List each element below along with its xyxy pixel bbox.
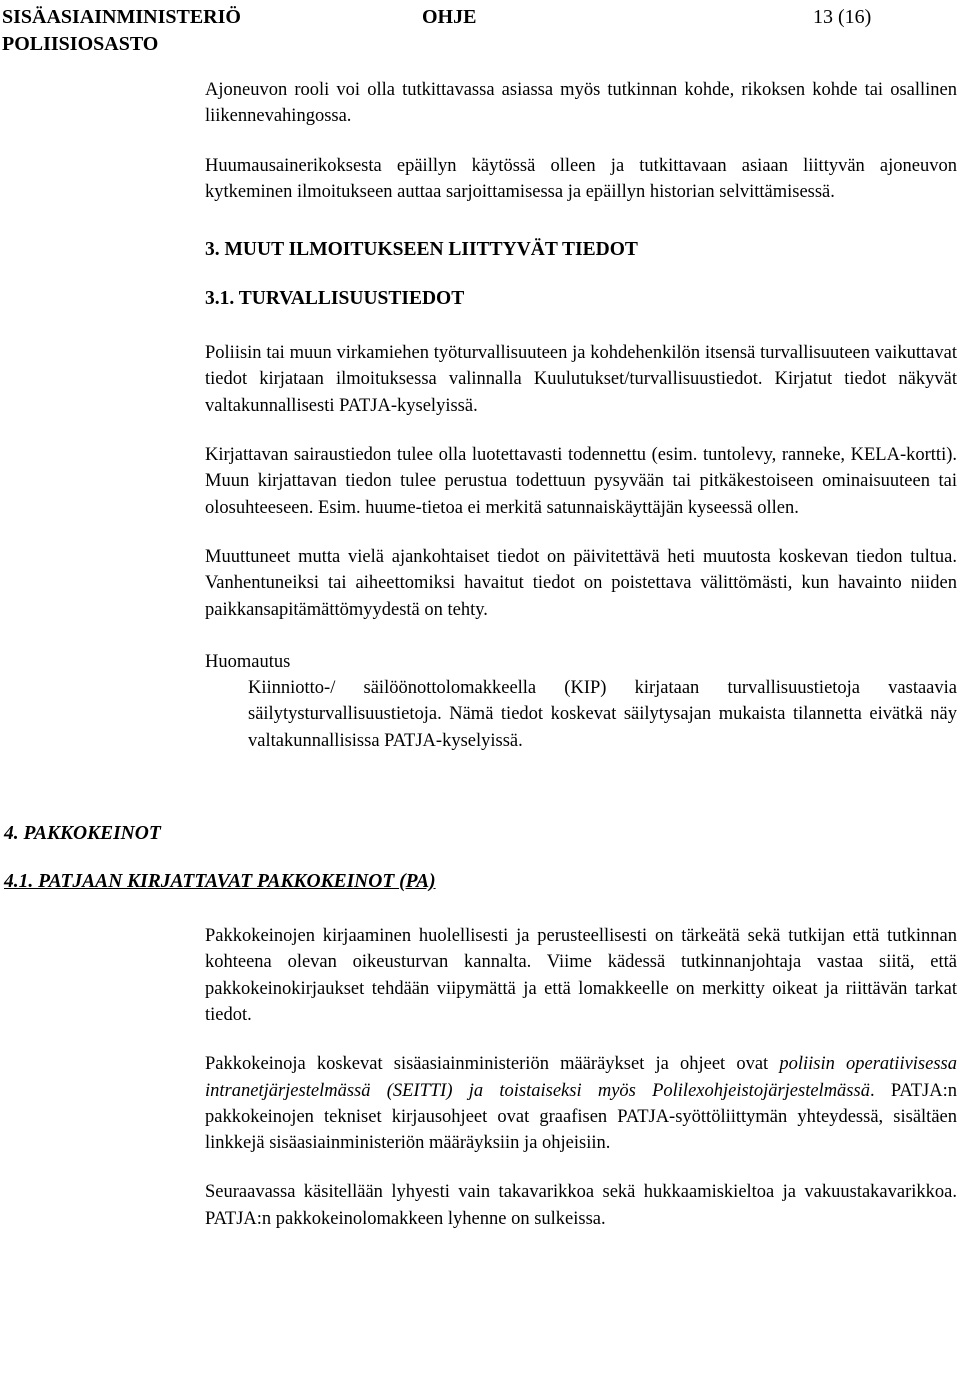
ministry-name: SISÄASIAINMINISTERIÖ: [2, 6, 241, 28]
coercive-paragraph-2-end: . PATJA:n pakkokeinojen tekniset kirjausohjeet ovat graafisen PATJA-syöttöliittymän yhteydessä, sisältäen linkkejä sisäasiainministeriön määräyksiin ja ohjeisiin.: [205, 1080, 957, 1154]
department-name: POLIISIOSASTO: [2, 33, 159, 55]
security-paragraph-3: Muuttuneet mutta vielä ajankohtaiset tiedot on päivitettävä heti muutosta koskevan tiedon tultua. Vanhentuneiksi tai aiheettomiksi havaitut tiedot on poistettava välittömästi, kun havainto niiden paikkansapitämättömyydestä on tehty.: [205, 546, 957, 620]
section-3-heading: 3. MUUT ILMOITUKSEEN LIITTYVÄT TIEDOT: [205, 239, 638, 261]
section-4-1-heading: 4.1. PATJAAN KIRJATTAVAT PAKKOKEINOT (PA): [4, 871, 436, 893]
document-body: [0, 77, 960, 1255]
coercive-paragraph-2-start: Pakkokeinoja koskevat sisäasiainministeriön määräykset ja ohjeet ovat: [205, 1054, 780, 1075]
intro-paragraph-2: Huumausainerikoksesta epäillyn käytössä olleen ja tutkittavaan asiaan liittyvän ajoneuvon kytkeminen ilmoitukseen auttaa sarjoittamisessa ja epäillyn historian selvittämisessä.: [205, 155, 957, 202]
page-header: [0, 4, 960, 60]
coercive-paragraph-2-systems: poliisin operatiivisessa intranetjärjestelmässä (SEITTI) ja toistaiseksi myös Polilexohjeistojärjestelmässä: [205, 1054, 957, 1101]
coercive-paragraph-1: Pakkokeinojen kirjaaminen huolellisesti ja perusteellisesti on tärkeätä sekä tutkijan että tutkinnan kohteena olevan oikeusturvan kannalta. Viime kädessä tutkinnanjohtaja vastaa siitä, että pakkokeinokirjaukset tehdään viipymättä ja että lomakkeelle on merkitty oikeat ja riittävän tarkat tiedot.: [205, 926, 957, 1025]
section-4-heading: 4. PAKKOKEINOT: [4, 823, 161, 845]
document-type: OHJE: [422, 6, 477, 28]
security-paragraph-1: Poliisin tai muun virkamiehen työturvallisuuteen ja kohdehenkilön itsensä turvallisuuteen vaikuttavat tiedot kirjataan ilmoituksessa valinnalla Kuulutukset/turvallisuustiedot. Kirjatut tiedot näkyvät valtakunnallisesti PATJA-kyselyissä.: [205, 343, 957, 416]
note-label: Huomautus: [205, 651, 291, 672]
coercive-paragraph-2: [205, 1051, 957, 1156]
note-text: Kiinniotto-/ säilöönottolomakkeella (KIP) kirjataan turvallisuustietoja vastaavia säilytysturvallisuustietoja. Nämä tiedot koskevat säilytysajan mukaista tilannetta eivätkä näy valtakunnallisissa PATJA-kyselyissä.: [248, 678, 957, 751]
section-3-1-heading: 3.1. TURVALLISUUSTIEDOT: [205, 288, 465, 310]
coercive-paragraph-3: Seuraavassa käsitellään lyhyesti vain takavarikkoa sekä hukkaamiskieltoa ja vakuustakavarikkoa. PATJA:n pakkokeinolomakkeen lyhenne on sulkeissa.: [205, 1182, 957, 1229]
intro-paragraph-1: Ajoneuvon rooli voi olla tutkittavassa asiassa myös tutkinnan kohde, rikoksen kohde tai osallinen liikennevahingossa.: [205, 80, 957, 127]
security-paragraph-2: Kirjattavan sairaustiedon tulee olla luotettavasti todennettu (esim. tuntolevy, ranneke, KELA-kortti). Muun kirjattavan tiedon tulee perustua todettuun pysyvään tai pitkäkestoiseen ominaisuuteen tai olosuhteeseen. Esim. huume-tietoa ei merkitä satunnaiskäyttäjän kyseessä ollen.: [205, 445, 957, 518]
page-number: 13 (16): [813, 6, 872, 28]
